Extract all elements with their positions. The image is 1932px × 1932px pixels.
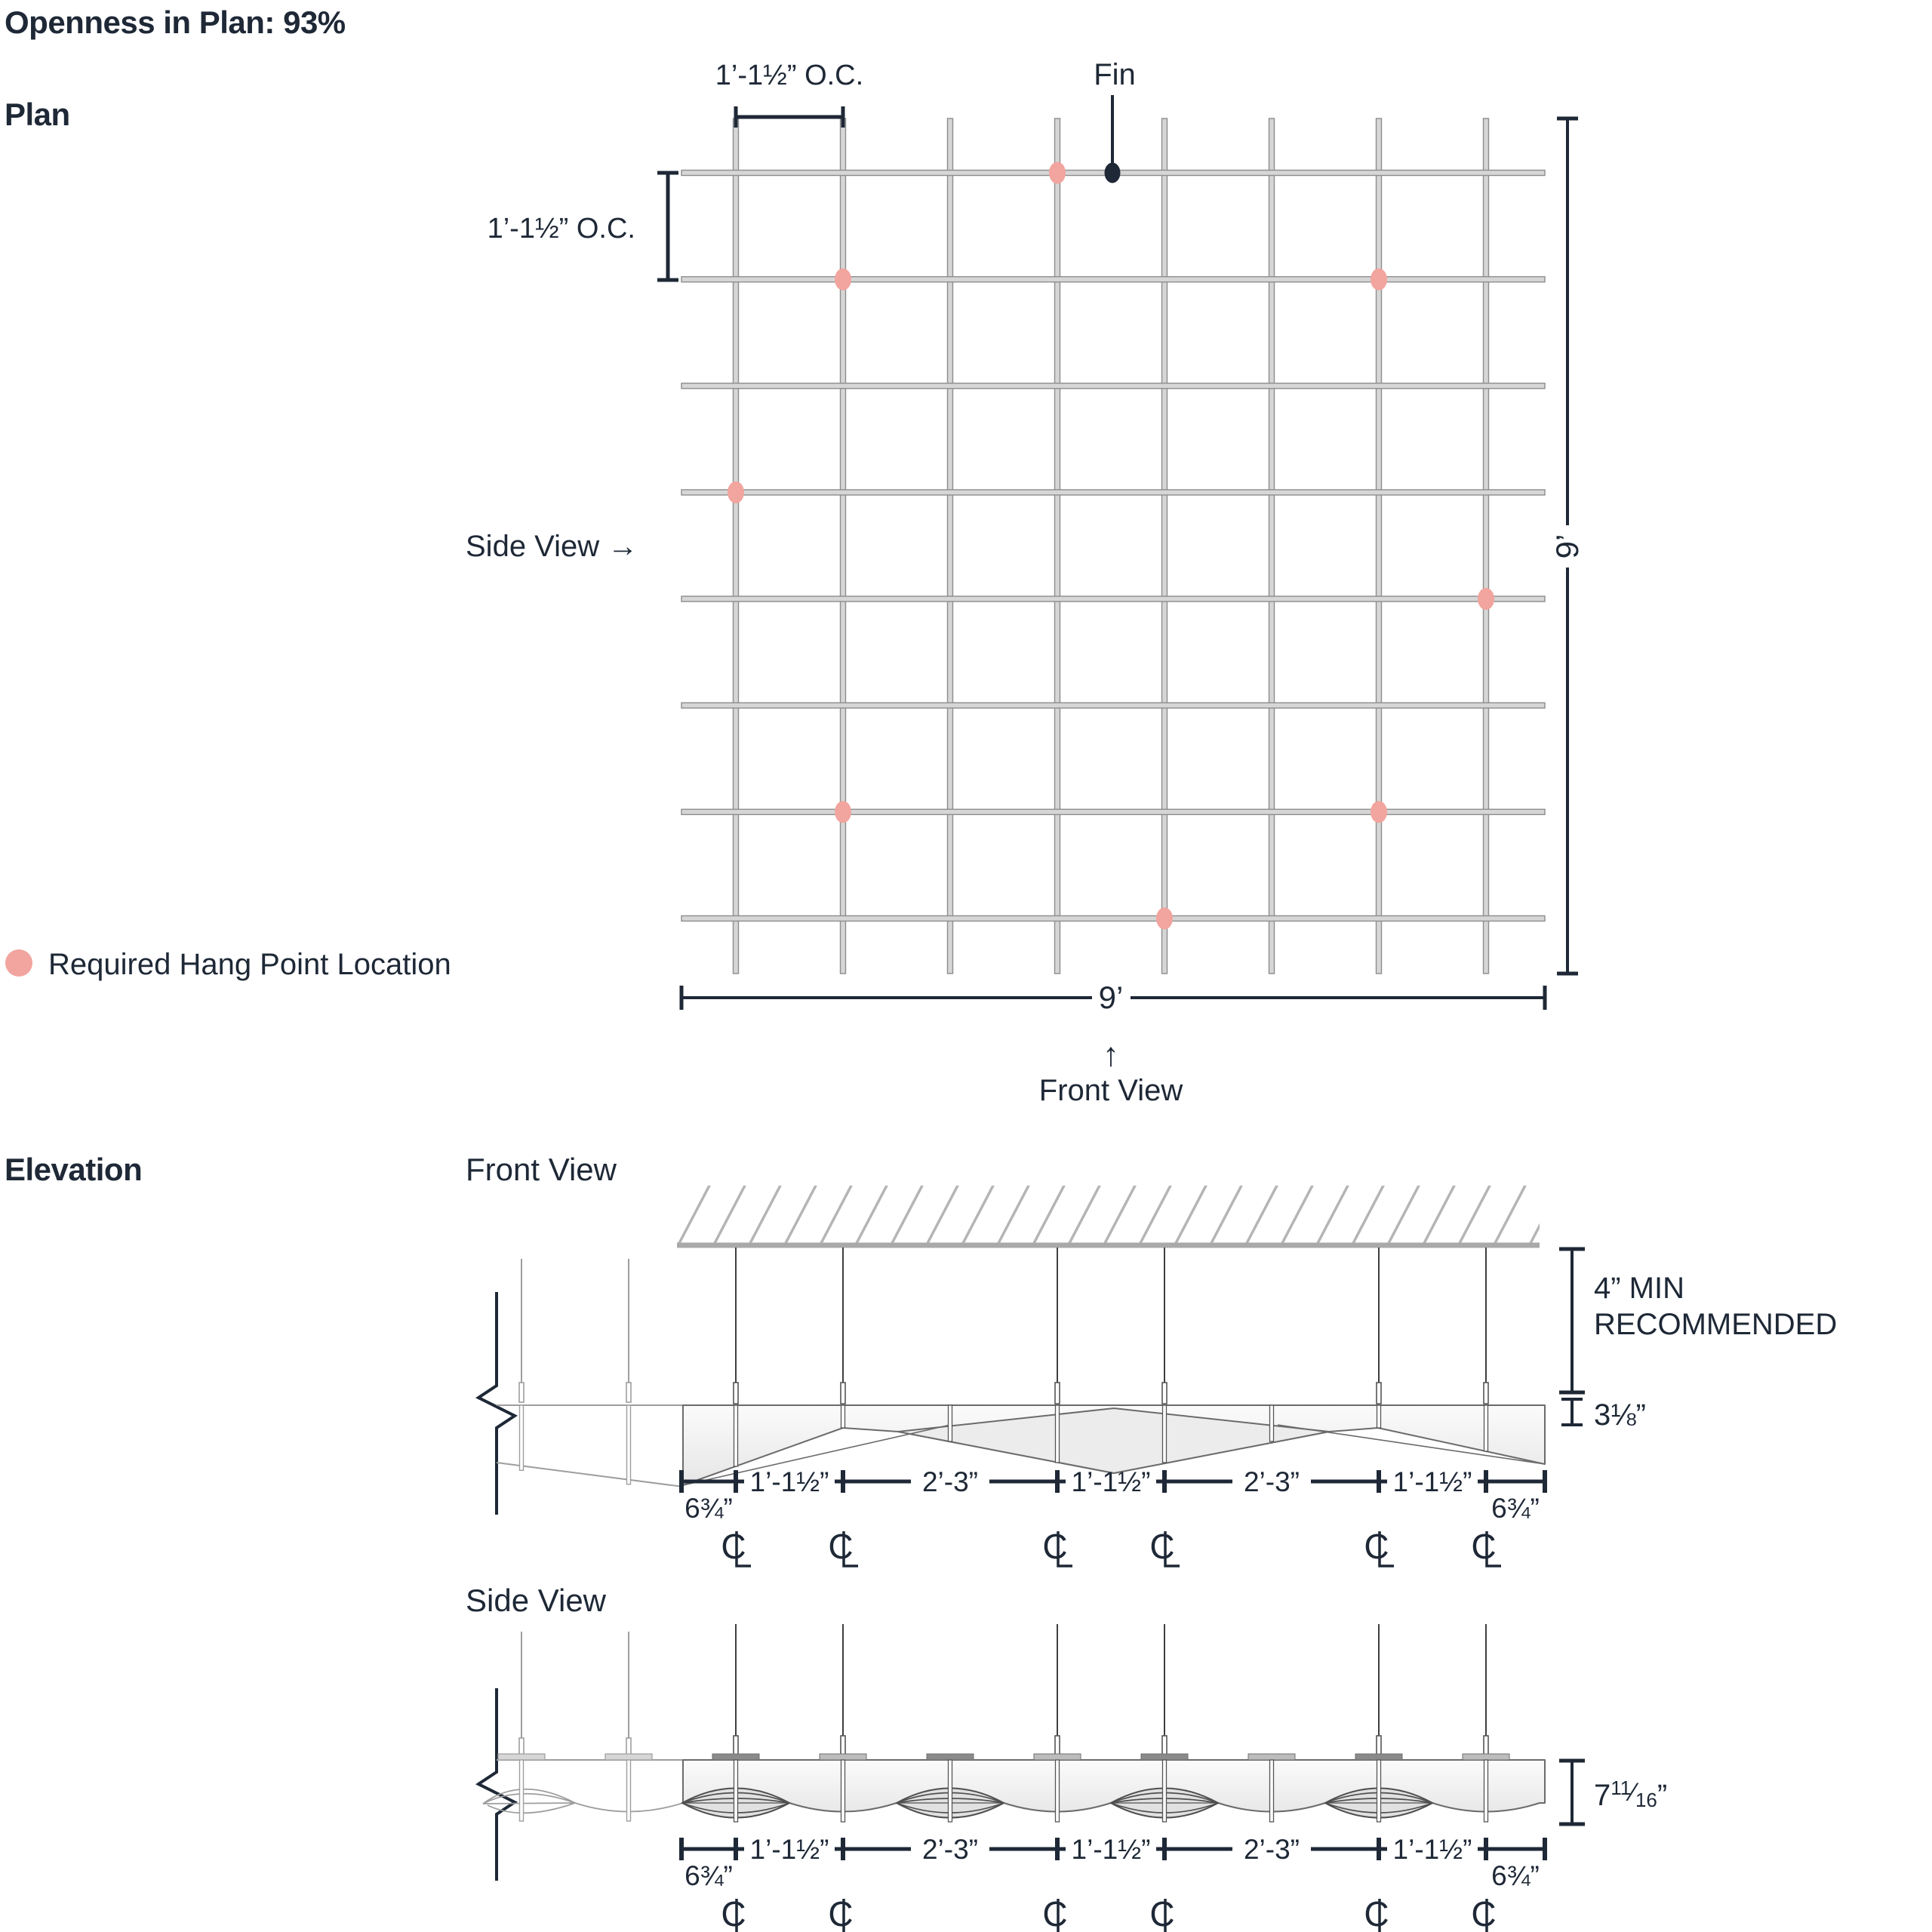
hatch-line [677, 1184, 710, 1247]
hatch-line [783, 1184, 817, 1247]
hanger-fitting-ghost [519, 1383, 524, 1402]
front-view-direction-arrow: ↑ [1103, 1036, 1119, 1073]
horizontal-fin-bar [681, 915, 1545, 921]
dim-segment-label: 2’-3” [921, 1466, 979, 1497]
panel-fin-edge [1270, 1405, 1274, 1441]
centerline-c: C [1042, 1527, 1068, 1566]
side-thickness-part: 16 [1635, 1789, 1657, 1811]
ghost-tab [605, 1754, 652, 1760]
ghost-bottom-edge [497, 1463, 683, 1487]
horizontal-fin-bar [681, 277, 1545, 282]
vertical-fin-bar [1055, 118, 1060, 974]
centerline-c: C [1149, 1527, 1175, 1566]
dim-segment-label: 2’-3” [1243, 1466, 1300, 1497]
centerline-c: C [721, 1894, 746, 1932]
mount-tab [820, 1754, 866, 1760]
hanger-wires [519, 1247, 1488, 1404]
side-thickness-label [1594, 1777, 1667, 1812]
dim-segment-label: 6¾” [685, 1860, 733, 1891]
front-view-direction-label: Front View [1038, 1074, 1183, 1107]
hatch-line [1315, 1184, 1349, 1247]
hatch-line [641, 1184, 675, 1247]
hatch-line [1386, 1184, 1420, 1247]
hanger-rod [734, 1760, 738, 1822]
centerline-c: C [1149, 1894, 1175, 1932]
centerline-symbol [1149, 1527, 1180, 1566]
page-title: Openness in Plan: 93% [5, 5, 346, 40]
centerline-symbol [721, 1527, 751, 1566]
hang-point-dot [728, 481, 744, 503]
horizontal-fin-bar [681, 383, 1545, 389]
horizontal-fin-bar [681, 490, 1545, 495]
panel-side-ghost [483, 1754, 683, 1821]
ghost-lens-curve [483, 1803, 575, 1804]
hanger-fitting [1055, 1383, 1060, 1404]
centerline-symbol [1042, 1894, 1072, 1932]
legend-hang-point-dot [5, 949, 32, 977]
dim-segment-label: 2’-3” [1243, 1834, 1300, 1865]
hatch-line [1138, 1184, 1171, 1247]
centerline-symbol [828, 1527, 858, 1566]
panel-fin-edge [734, 1405, 738, 1466]
centerline-symbol [1149, 1894, 1180, 1932]
hatch-line [1457, 1184, 1491, 1247]
dim-segment-label: 6¾” [1491, 1860, 1540, 1891]
ghost-fin-edge [627, 1405, 631, 1484]
fin-callout-label: Fin [1094, 58, 1136, 91]
vertical-fin-bar [1484, 118, 1489, 974]
hatch-line [925, 1184, 958, 1247]
plan-section-heading: Plan [5, 97, 70, 132]
hatch-lines [641, 1184, 1597, 1247]
hatch-line [1422, 1184, 1455, 1247]
dim-segment-label: 1’-1½” [749, 1834, 829, 1865]
mount-tab [1141, 1754, 1188, 1760]
centerline-c: C [1364, 1527, 1389, 1566]
hang-point-dot [1156, 907, 1173, 929]
mount-tab [1355, 1754, 1402, 1760]
hang-point-dot [1478, 588, 1494, 610]
hatch-line [1564, 1184, 1597, 1247]
dimension-plan-width [681, 980, 1545, 1015]
break-line [478, 1688, 515, 1881]
mount-tab [712, 1754, 759, 1760]
elevation-front-view [466, 1152, 1837, 1566]
hanger-fitting [1162, 1383, 1167, 1404]
hang-point-dot [835, 269, 851, 291]
panel-fin-edge [841, 1405, 845, 1428]
side-thickness-part: ⁄ [1631, 1778, 1635, 1807]
ghost-lens-curve [483, 1789, 575, 1804]
side-thickness-part: 11 [1611, 1777, 1632, 1799]
front-view-label: Front View [466, 1152, 617, 1187]
hang-point-dot [1049, 162, 1066, 184]
centerline-symbol [1364, 1894, 1394, 1932]
hang-point-dot [835, 801, 851, 823]
elevation-side-view [466, 1583, 1667, 1932]
top-spacing-label: 1’-1½” O.C. [715, 60, 864, 91]
plan-view [466, 58, 1585, 1107]
side-thickness-part: ” [1657, 1779, 1668, 1812]
panel-side [682, 1754, 1545, 1822]
dim-segment-label: 2’-3” [921, 1834, 979, 1865]
ghost-rod [627, 1760, 631, 1821]
horizontal-fin-bar [681, 596, 1545, 601]
dim-segment-label: 6¾” [685, 1493, 733, 1524]
panel-fin-edge [1377, 1405, 1381, 1428]
hatch-line [1067, 1184, 1100, 1247]
centerline-symbol [1471, 1894, 1501, 1932]
hanger-rod [1270, 1760, 1274, 1822]
hanger-rod [1484, 1760, 1488, 1822]
side-thickness-part: 7 [1594, 1779, 1611, 1812]
hatch-line [1032, 1184, 1065, 1247]
hatch-line [748, 1184, 781, 1247]
dimension-row [681, 1466, 1545, 1566]
panel-fin-edge [1484, 1405, 1488, 1451]
ghost-tab [498, 1754, 545, 1760]
horizontal-fin-bar [681, 809, 1545, 814]
centerline-c: C [1471, 1894, 1497, 1932]
centerline-symbol [1364, 1527, 1394, 1566]
mount-tab [1463, 1754, 1509, 1760]
hatch-line [1244, 1184, 1278, 1247]
hanger-rod [949, 1760, 952, 1822]
dim-segment-label: 1’-1½” [1071, 1466, 1151, 1497]
plan-grid [681, 118, 1545, 974]
hatch-line [1103, 1184, 1136, 1247]
centerline-symbol [828, 1894, 858, 1932]
min-gap-label-line2: RECOMMENDED [1594, 1308, 1838, 1341]
dimension-side-thickness [1559, 1761, 1667, 1824]
hatch-line [1174, 1184, 1207, 1247]
centerline-c: C [828, 1894, 854, 1932]
vertical-fin-bar [841, 118, 846, 974]
hatch-line [1493, 1184, 1526, 1247]
hatch-line [1209, 1184, 1242, 1247]
hatch-line [712, 1184, 746, 1247]
hatch-line [996, 1184, 1029, 1247]
panel-fin-edge [1163, 1405, 1167, 1463]
hanger-wires [519, 1624, 1488, 1760]
ghost-fin-edge [520, 1405, 524, 1470]
hanger-fitting [1484, 1383, 1488, 1404]
panel-front-ghost [497, 1405, 683, 1487]
mount-tab [1248, 1754, 1295, 1760]
side-view-direction-label: Side View → [466, 530, 638, 563]
dimension-front-thickness [1561, 1398, 1646, 1432]
front-thickness-label: 3⅛” [1594, 1398, 1646, 1432]
panel-fin-edge [949, 1405, 952, 1441]
hanger-fitting-ghost [626, 1383, 631, 1402]
dim-segment-label: 1’-1½” [1392, 1466, 1472, 1497]
ceiling-hatch [641, 1184, 1597, 1247]
plan-width-label: 9’ [1098, 980, 1124, 1015]
vertical-fin-bar [1162, 118, 1168, 974]
panel-fin-edge [1056, 1405, 1060, 1463]
break-line [478, 1292, 515, 1515]
vertical-fin-bar [1377, 118, 1382, 974]
vertical-fin-bar [948, 118, 953, 974]
dim-segment-label: 1’-1½” [749, 1466, 829, 1497]
dimension-row [681, 1834, 1545, 1932]
hatch-line [1280, 1184, 1313, 1247]
hanger-rod [1163, 1760, 1167, 1822]
hatch-line [961, 1184, 994, 1247]
centerline-c: C [1042, 1894, 1068, 1932]
left-spacing-label: 1’-1½” O.C. [487, 213, 635, 245]
hatch-line [1351, 1184, 1384, 1247]
hatch-line [1528, 1184, 1561, 1247]
mount-tab [1034, 1754, 1081, 1760]
hatch-line [819, 1184, 852, 1247]
centerline-symbol [721, 1894, 751, 1932]
ghost-rod [520, 1760, 524, 1821]
hanger-fitting [1377, 1383, 1381, 1404]
centerline-symbol [1042, 1527, 1072, 1566]
hang-point-dot [1371, 801, 1387, 823]
hanger-fitting [841, 1383, 845, 1404]
dimension-top-spacing [715, 60, 863, 128]
dim-segment-label: 1’-1½” [1071, 1834, 1151, 1865]
centerline-c: C [1364, 1894, 1389, 1932]
centerline-c: C [828, 1527, 854, 1566]
elevation-section-heading: Elevation [5, 1152, 143, 1187]
centerline-c: C [1471, 1527, 1497, 1566]
fin-callout [1094, 58, 1136, 183]
hanger-rod [841, 1760, 845, 1822]
vertical-fin-bar [1269, 118, 1275, 974]
hatch-line [890, 1184, 923, 1247]
dim-segment-label: 1’-1½” [1392, 1834, 1472, 1865]
fin-callout-dot [1105, 163, 1121, 183]
hanger-rod [1056, 1760, 1060, 1822]
legend [5, 948, 451, 981]
hanger-rod [1377, 1760, 1381, 1822]
side-view-label: Side View [466, 1583, 607, 1618]
vertical-fin-bar [734, 118, 739, 974]
hanger-fitting [734, 1383, 738, 1404]
min-gap-label-line1: 4” MIN [1594, 1272, 1684, 1305]
plan-height-label: 9’ [1549, 534, 1585, 559]
legend-label: Required Hang Point Location [48, 948, 451, 981]
horizontal-fin-bar [681, 703, 1545, 708]
hatch-line [854, 1184, 888, 1247]
dimension-plan-height [1549, 118, 1585, 974]
centerline-symbol [1471, 1527, 1501, 1566]
dimension-left-spacing [488, 173, 678, 280]
dim-segment-label: 6¾” [1491, 1493, 1540, 1524]
mount-tab [927, 1754, 974, 1760]
centerline-c: C [721, 1527, 746, 1566]
hang-point-dot [1371, 269, 1387, 291]
dimension-min-gap [1559, 1249, 1837, 1392]
